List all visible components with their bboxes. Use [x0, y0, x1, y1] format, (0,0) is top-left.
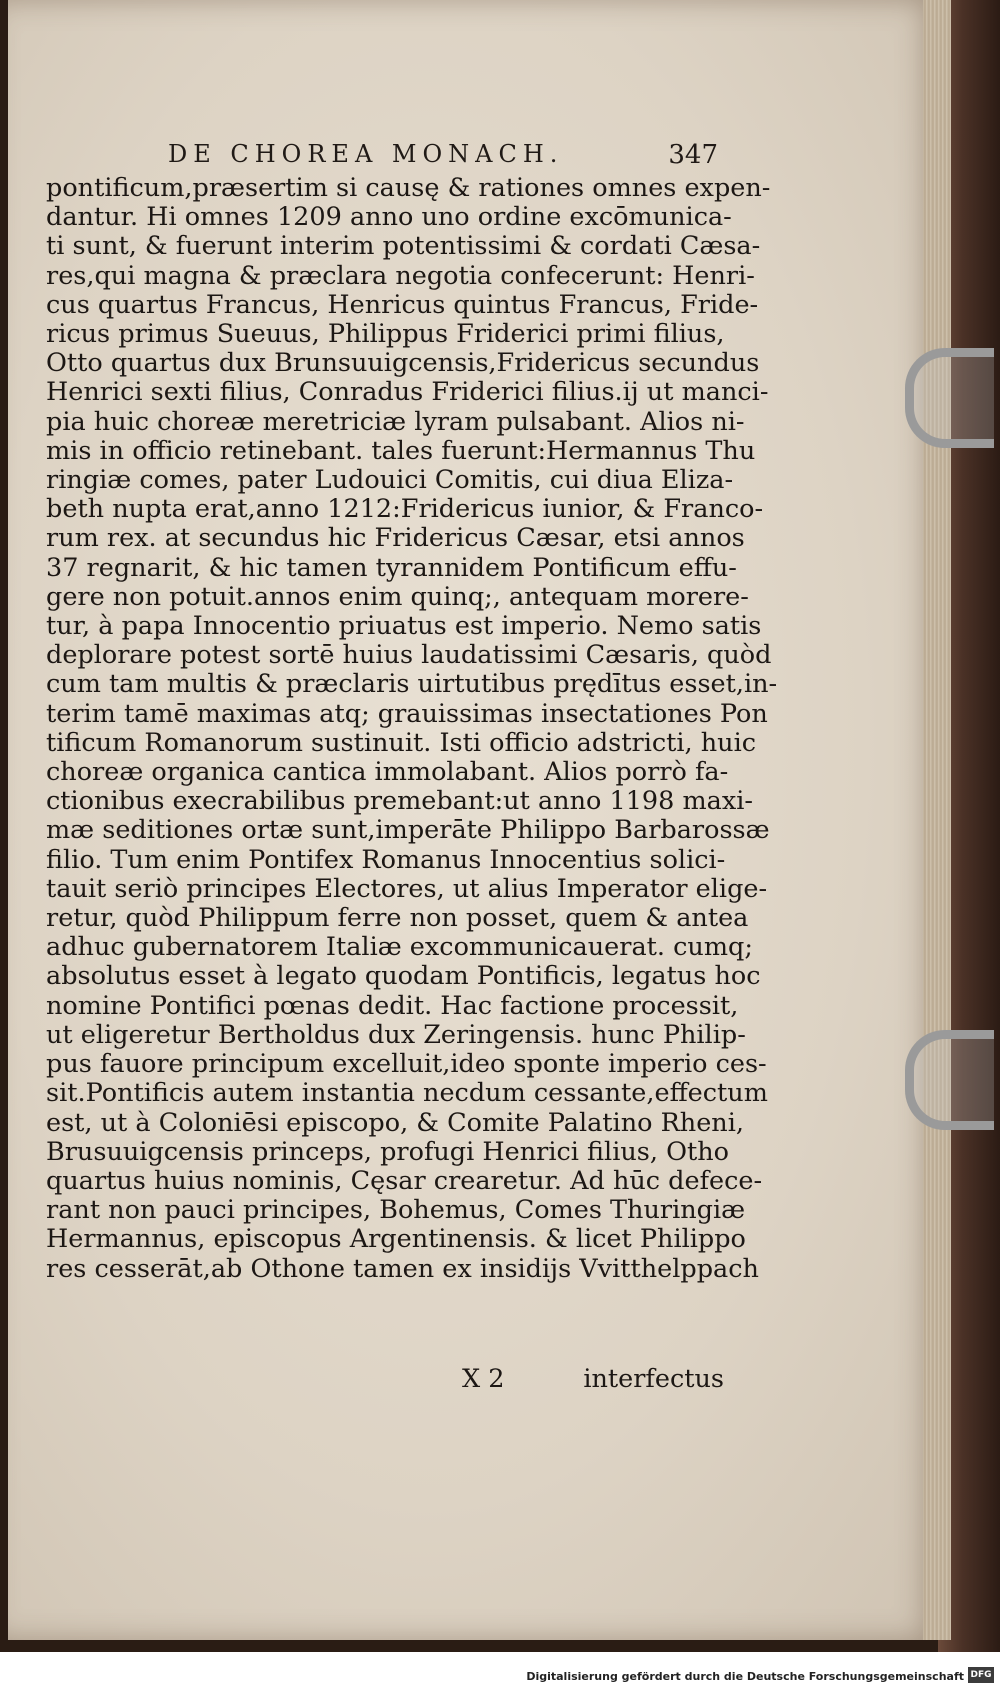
- text-line: Henrici sexti filius, Conradus Friderici filius.ij ut manci-: [46, 377, 769, 408]
- text-line: filio. Tum enim Pontifex Romanus Innocentius solici-: [46, 844, 726, 875]
- page-clip-top: [905, 348, 994, 448]
- catch-line: [462, 1364, 724, 1394]
- text-line: quartus huius nominis, Cęsar crearetur. Ad hūc defece-: [46, 1165, 763, 1196]
- text-line: choreæ organica cantica immolabant. Alios porrò fa-: [46, 757, 729, 788]
- text-line: nomine Pontifici pœnas dedit. Hac factione processit,: [46, 990, 739, 1021]
- text-line: adhuc gubernatorem Italiæ excommunicauerat. cumq;: [46, 932, 753, 963]
- dfg-logo: DFG: [968, 1667, 994, 1683]
- text-line: ut eligeretur Bertholdus dux Zeringensis. hunc Philip-: [46, 1019, 746, 1050]
- text-line: dantur. Hi omnes 1209 anno uno ordine excōmunica-: [46, 202, 732, 233]
- text-line: pia huic choreæ meretriciæ lyram pulsabant. Alios ni-: [46, 406, 745, 437]
- text-line: pontificum,præsertim si causę & rationes omnes expen-: [46, 173, 771, 203]
- text-line: tauit seriò principes Electores, ut alius Imperator elige-: [46, 873, 768, 904]
- text-line: absolutus esset à legato quodam Pontificis, legatus hoc: [46, 961, 761, 992]
- funding-credit: Digitalisierung gefördert durch die Deutsche Forschungsgemeinschaft: [526, 1670, 964, 1683]
- footer-bar: [0, 1652, 1000, 1688]
- page-clip-bottom: [905, 1030, 994, 1130]
- book-page: [8, 0, 943, 1640]
- text-line: mæ seditiones ortæ sunt,imperāte Philippo Barbarossæ: [46, 815, 770, 846]
- text-line: ringiæ comes, pater Ludouici Comitis, cui diua Eliza-: [46, 465, 734, 496]
- text-line: res,qui magna & præclara negotia confecerunt: Henri-: [46, 260, 755, 291]
- text-line: ricus primus Sueuus, Philippus Friderici primi filius,: [46, 319, 725, 350]
- text-line: ti sunt, & fuerunt interim potentissimi & cordati Cæsa-: [46, 231, 761, 262]
- text-line: tificum Romanorum sustinuit. Isti officio adstricti, huic: [46, 727, 757, 758]
- text-line: retur, quòd Philippum ferre non posset, quem & antea: [46, 903, 749, 934]
- text-line: Hermannus, episcopus Argentinensis. & licet Philippo: [46, 1224, 746, 1255]
- body-text: [46, 173, 778, 1284]
- text-line: deplorare potest sortē huius laudatissimi Cæsaris, quòd: [46, 640, 772, 671]
- text-line: rum rex. at secundus hic Fridericus Cæsar, etsi annos: [46, 523, 745, 554]
- text-line: Otto quartus dux Brunsuuigcensis,Fridericus secundus: [46, 348, 760, 379]
- catchword: interfectus: [583, 1364, 724, 1394]
- text-line: cus quartus Francus, Henricus quintus Francus, Fride-: [46, 289, 759, 320]
- running-title: DE CHOREA MONACH.: [168, 140, 564, 168]
- text-line: sit.Pontificis autem instantia necdum cessante,effectum: [46, 1078, 768, 1109]
- text-line: mis in officio retinebant. tales fuerunt:Hermannus Thu: [46, 435, 756, 466]
- text-line: terim tamē maximas atq; grauissimas insectationes Pon: [46, 698, 768, 729]
- page-number: 347: [668, 140, 718, 170]
- text-line: gere non potuit.annos enim quinq;, antequam morere-: [46, 581, 749, 612]
- text-line: est, ut à Coloniēsi episcopo, & Comite Palatino Rheni,: [46, 1107, 744, 1138]
- signature-mark: X 2: [462, 1364, 505, 1394]
- page-edges: [923, 0, 951, 1640]
- text-line: res cesserāt,ab Othone tamen ex insidijs Vvitthelppach: [46, 1253, 759, 1284]
- text-line: Brusuuigcensis princeps, profugi Henrici filius, Otho: [46, 1136, 729, 1167]
- text-line: tur, à papa Innocentio priuatus est imperio. Nemo satis: [46, 611, 762, 642]
- text-line: pus fauore principum excelluit,ideo sponte imperio ces-: [46, 1049, 767, 1080]
- text-line: 37 regnarit, & hic tamen tyrannidem Pontificum effu-: [46, 552, 737, 583]
- text-line: rant non pauci principes, Bohemus, Comes Thuringiæ: [46, 1195, 746, 1226]
- text-line: cum tam multis & præclaris uirtutibus prędītus esset,in-: [46, 669, 778, 700]
- text-line: beth nupta erat,anno 1212:Fridericus iunior, & Franco-: [46, 494, 764, 525]
- text-line: ctionibus execrabilibus premebant:ut anno 1198 maxi-: [46, 786, 754, 817]
